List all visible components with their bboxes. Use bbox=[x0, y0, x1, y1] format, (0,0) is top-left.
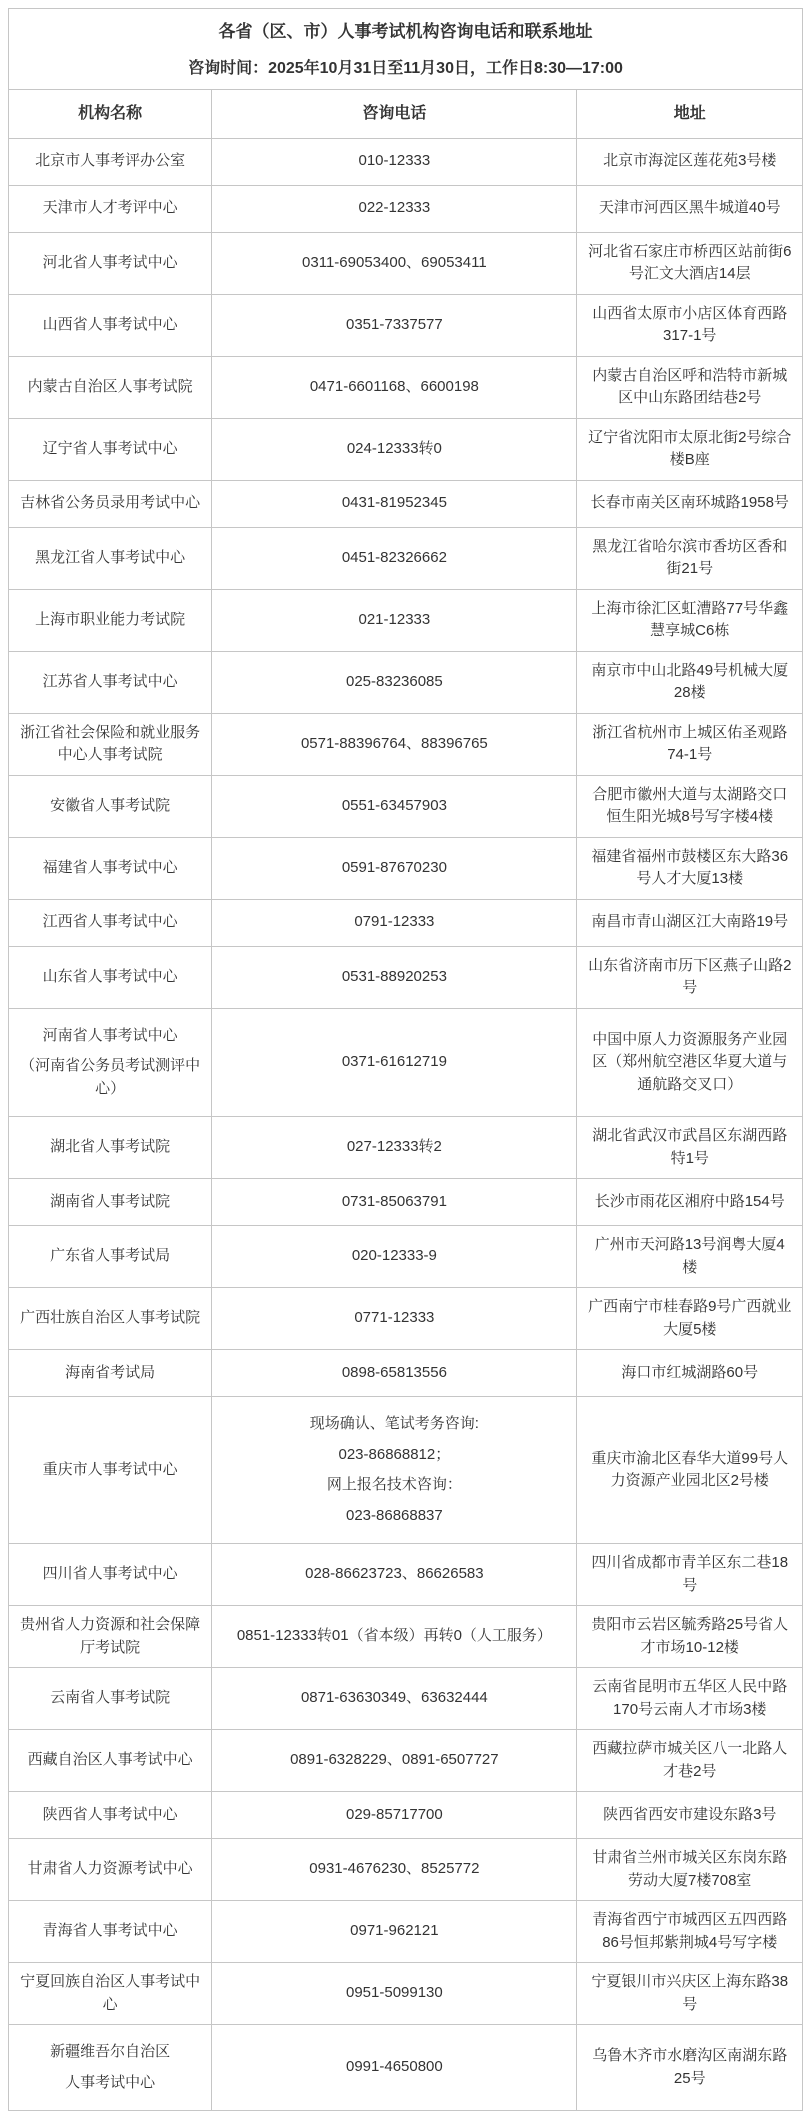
page-subtitle: 咨询时间：2025年10月31日至11月30日，工作日8:30—17:00 bbox=[188, 59, 623, 77]
institution-name-cell bbox=[9, 589, 212, 651]
page-title: 各省（区、市）人事考试机构咨询电话和联系地址 bbox=[218, 22, 593, 41]
column-header-institution: 机构名称 bbox=[9, 89, 212, 138]
institution-name-line: 上海市职业能力考试院 bbox=[35, 610, 186, 628]
institution-name-line: 辽宁省人事考试中心 bbox=[42, 439, 178, 457]
institution-name-line: 陕西省人事考试中心 bbox=[42, 1805, 178, 1823]
institution-name-cell bbox=[9, 1226, 212, 1288]
column-header-address: 地址 bbox=[577, 89, 803, 138]
phone-cell bbox=[212, 775, 577, 837]
phone-line: 网上报名技术咨询： bbox=[326, 1476, 462, 1493]
institution-name-cell bbox=[9, 946, 212, 1008]
phone-cell bbox=[212, 1288, 577, 1350]
phone-line: 0471-6601168、6600198 bbox=[309, 377, 479, 395]
phone-cell bbox=[212, 480, 577, 527]
table-row bbox=[9, 138, 803, 185]
institution-name-line: 海南省考试局 bbox=[65, 1363, 156, 1381]
address-cell: 乌鲁木齐市水磨沟区南湖东路25号 bbox=[577, 2025, 803, 2111]
phone-cell bbox=[212, 1901, 577, 1963]
address-cell: 福建省福州市鼓楼区东大路36号人才大厦13楼 bbox=[577, 837, 803, 899]
phone-line: 0871-63630349、63632444 bbox=[300, 1689, 488, 1707]
table-row bbox=[9, 589, 803, 651]
institution-name-line: 山西省人事考试中心 bbox=[42, 315, 178, 333]
table-row bbox=[9, 527, 803, 589]
phone-cell bbox=[212, 651, 577, 713]
institution-name-line: 安徽省人事考试院 bbox=[50, 796, 171, 814]
institution-name-line: 甘肃省人力资源考试中心 bbox=[27, 1860, 193, 1878]
address-cell: 四川省成都市青羊区东二巷18号 bbox=[577, 1544, 803, 1606]
institution-name-line: 河南省人事考试中心 bbox=[42, 1026, 178, 1044]
phone-line: 0431-81952345 bbox=[341, 494, 447, 512]
phone-cell bbox=[212, 1117, 577, 1179]
phone-line: 0351-7337577 bbox=[345, 315, 443, 333]
address-cell: 宁夏银川市兴庆区上海东路38号 bbox=[577, 1963, 803, 2025]
phone-cell bbox=[212, 527, 577, 589]
institution-name-cell bbox=[9, 480, 212, 527]
address-cell: 海口市红城湖路60号 bbox=[577, 1350, 803, 1397]
phone-line: 023-86868837 bbox=[345, 1506, 443, 1524]
institution-name-line: 贵州省人力资源和社会保障厅考试院 bbox=[20, 1616, 201, 1656]
institution-name-cell bbox=[9, 1730, 212, 1792]
phone-cell bbox=[212, 356, 577, 418]
table-row bbox=[9, 1397, 803, 1544]
table-row bbox=[9, 1792, 803, 1839]
address-cell: 合肥市徽州大道与太湖路交口恒生阳光城8号写字楼4楼 bbox=[577, 775, 803, 837]
institution-name-cell bbox=[9, 1008, 212, 1117]
phone-cell bbox=[212, 899, 577, 946]
phone-line: 0991-4650800 bbox=[345, 2058, 443, 2076]
address-cell: 浙江省杭州市上城区佑圣观路74-1号 bbox=[577, 713, 803, 775]
institution-name-cell bbox=[9, 418, 212, 480]
table-row bbox=[9, 1839, 803, 1901]
institution-name-cell bbox=[9, 775, 212, 837]
phone-cell bbox=[212, 946, 577, 1008]
institution-name-cell bbox=[9, 1544, 212, 1606]
phone-line: 0311-69053400、69053411 bbox=[302, 253, 487, 271]
institution-name-line: （河南省公务员考试测评中心） bbox=[20, 1057, 201, 1097]
institution-name-cell bbox=[9, 1179, 212, 1226]
contact-table bbox=[8, 8, 803, 2111]
institution-name-cell bbox=[9, 837, 212, 899]
phone-line: 021-12333 bbox=[358, 610, 431, 628]
phone-line: 0451-82326662 bbox=[341, 548, 447, 566]
address-cell: 上海市徐汇区虹漕路77号华鑫慧享城C6栋 bbox=[577, 589, 803, 651]
phone-cell bbox=[212, 1839, 577, 1901]
table-row bbox=[9, 1606, 803, 1668]
phone-cell bbox=[212, 589, 577, 651]
title-cell bbox=[9, 9, 803, 90]
institution-name-line: 北京市人事考评办公室 bbox=[35, 152, 186, 170]
institution-name-line: 重庆市人事考试中心 bbox=[42, 1460, 178, 1478]
institution-name-cell bbox=[9, 713, 212, 775]
table-row bbox=[9, 1544, 803, 1606]
institution-name-cell bbox=[9, 1963, 212, 2025]
table-row bbox=[9, 1963, 803, 2025]
table-row bbox=[9, 2025, 803, 2111]
institution-name-line: 青海省人事考试中心 bbox=[42, 1922, 178, 1940]
phone-line: 028-86623723、86626583 bbox=[305, 1565, 484, 1583]
phone-line: 022-12333 bbox=[358, 199, 431, 217]
institution-name-cell bbox=[9, 1606, 212, 1668]
institution-name-line: 内蒙古自治区人事考试院 bbox=[27, 377, 193, 395]
institution-name-cell bbox=[9, 1288, 212, 1350]
phone-line: 010-12333 bbox=[358, 152, 431, 170]
address-cell: 内蒙古自治区呼和浩特市新城区中山东路团结巷2号 bbox=[577, 356, 803, 418]
address-cell: 西藏拉萨市城关区八一北路人才巷2号 bbox=[577, 1730, 803, 1792]
institution-name-line: 浙江省社会保险和就业服务中心人事考试院 bbox=[20, 723, 201, 763]
phone-cell bbox=[212, 418, 577, 480]
table-row bbox=[9, 232, 803, 294]
phone-line: 024-12333转0 bbox=[346, 439, 442, 457]
table-row bbox=[9, 185, 803, 232]
phone-cell bbox=[212, 1350, 577, 1397]
phone-line: 0931-4676230、8525772 bbox=[309, 1860, 480, 1878]
phone-cell bbox=[212, 1226, 577, 1288]
address-cell: 贵阳市云岩区毓秀路25号省人才市场10-12楼 bbox=[577, 1606, 803, 1668]
phone-cell bbox=[212, 232, 577, 294]
table-row bbox=[9, 1008, 803, 1117]
table-row bbox=[9, 651, 803, 713]
address-cell: 重庆市渝北区春华大道99号人力资源产业园北区2号楼 bbox=[577, 1397, 803, 1544]
phone-cell bbox=[212, 138, 577, 185]
phone-line: 现场确认、笔试考务咨询: bbox=[309, 1415, 479, 1432]
table-row bbox=[9, 1730, 803, 1792]
phone-line: 020-12333-9 bbox=[351, 1247, 437, 1265]
table-row bbox=[9, 418, 803, 480]
phone-line: 0971-962121 bbox=[350, 1922, 439, 1940]
phone-cell bbox=[212, 2025, 577, 2111]
phone-line: 0891-6328229、0891-6507727 bbox=[290, 1751, 499, 1769]
address-cell: 辽宁省沈阳市太原北街2号综合楼B座 bbox=[577, 418, 803, 480]
phone-line: 0371-61612719 bbox=[341, 1053, 447, 1070]
column-header-phone: 咨询电话 bbox=[212, 89, 577, 138]
phone-line: 0551-63457903 bbox=[341, 796, 447, 814]
institution-name-cell bbox=[9, 232, 212, 294]
institution-name-line: 吉林省公务员录用考试中心 bbox=[20, 494, 201, 512]
table-row bbox=[9, 899, 803, 946]
table-row bbox=[9, 1901, 803, 1963]
institution-name-line: 广西壮族自治区人事考试院 bbox=[20, 1309, 201, 1327]
address-cell: 山东省济南市历下区燕子山路2号 bbox=[577, 946, 803, 1008]
table-header-row bbox=[9, 89, 803, 138]
institution-name-line: 天津市人才考评中心 bbox=[42, 199, 178, 217]
address-cell: 甘肃省兰州市城关区东岗东路劳动大厦7楼708室 bbox=[577, 1839, 803, 1901]
phone-cell bbox=[212, 1544, 577, 1606]
institution-name-cell bbox=[9, 899, 212, 946]
phone-line: 023-86868812； bbox=[338, 1445, 451, 1463]
institution-name-line: 人事考试中心 bbox=[65, 2073, 156, 2091]
phone-line: 0771-12333 bbox=[354, 1309, 435, 1327]
phone-line: 0591-87670230 bbox=[341, 858, 447, 876]
address-cell: 云南省昆明市五华区人民中路170号云南人才市场3楼 bbox=[577, 1668, 803, 1730]
table-row bbox=[9, 837, 803, 899]
phone-line: 0951-5099130 bbox=[345, 1984, 443, 2002]
table-row bbox=[9, 480, 803, 527]
institution-name-line: 黑龙江省人事考试中心 bbox=[35, 548, 186, 566]
institution-name-line: 新疆维吾尔自治区 bbox=[50, 2043, 171, 2060]
phone-cell bbox=[212, 837, 577, 899]
address-cell: 黑龙江省哈尔滨市香坊区香和街21号 bbox=[577, 527, 803, 589]
table-row bbox=[9, 1179, 803, 1226]
phone-cell bbox=[212, 1792, 577, 1839]
institution-name-cell bbox=[9, 356, 212, 418]
phone-line: 0531-88920253 bbox=[341, 967, 447, 985]
title-row bbox=[9, 9, 803, 90]
institution-name-line: 福建省人事考试中心 bbox=[42, 858, 178, 876]
phone-cell bbox=[212, 294, 577, 356]
table-row bbox=[9, 1117, 803, 1179]
table-row bbox=[9, 1288, 803, 1350]
table-row bbox=[9, 294, 803, 356]
institution-name-cell bbox=[9, 1792, 212, 1839]
phone-cell bbox=[212, 185, 577, 232]
address-cell: 广州市天河路13号润粤大厦4楼 bbox=[577, 1226, 803, 1288]
phone-cell bbox=[212, 1730, 577, 1792]
address-cell: 山西省太原市小店区体育西路317-1号 bbox=[577, 294, 803, 356]
phone-cell bbox=[212, 1668, 577, 1730]
address-cell: 长沙市雨花区湘府中路154号 bbox=[577, 1179, 803, 1226]
institution-name-line: 湖南省人事考试院 bbox=[50, 1192, 171, 1210]
institution-name-line: 云南省人事考试院 bbox=[50, 1689, 171, 1707]
institution-name-cell bbox=[9, 294, 212, 356]
institution-name-line: 山东省人事考试中心 bbox=[42, 967, 178, 985]
phone-line: 0851-12333转01（省本级）再转0（人工服务） bbox=[236, 1627, 552, 1645]
phone-line: 0571-88396764、88396765 bbox=[300, 734, 488, 752]
institution-name-line: 湖北省人事考试院 bbox=[50, 1138, 171, 1156]
table-row bbox=[9, 356, 803, 418]
address-cell: 河北省石家庄市桥西区站前街6号汇文大酒店14层 bbox=[577, 232, 803, 294]
phone-line: 0791-12333 bbox=[354, 913, 435, 931]
table-row bbox=[9, 1668, 803, 1730]
address-cell: 青海省西宁市城西区五四西路86号恒邦紫荆城4号写字楼 bbox=[577, 1901, 803, 1963]
phone-cell bbox=[212, 1397, 577, 1544]
institution-name-line: 江西省人事考试中心 bbox=[42, 913, 178, 931]
address-cell: 天津市河西区黑牛城道40号 bbox=[577, 185, 803, 232]
institution-name-line: 四川省人事考试中心 bbox=[42, 1565, 178, 1583]
institution-name-line: 河北省人事考试中心 bbox=[42, 253, 178, 271]
address-cell: 南京市中山北路49号机械大厦28楼 bbox=[577, 651, 803, 713]
institution-name-line: 广东省人事考试局 bbox=[50, 1247, 171, 1265]
phone-line: 029-85717700 bbox=[345, 1805, 443, 1823]
phone-line: 0731-85063791 bbox=[341, 1192, 447, 1210]
address-cell: 中国中原人力资源服务产业园区（郑州航空港区华夏大道与通航路交叉口） bbox=[577, 1008, 803, 1117]
institution-name-line: 江苏省人事考试中心 bbox=[42, 672, 178, 690]
institution-name-line: 宁夏回族自治区人事考试中心 bbox=[20, 1973, 201, 2013]
institution-name-line: 西藏自治区人事考试中心 bbox=[27, 1751, 193, 1769]
institution-name-cell bbox=[9, 1901, 212, 1963]
institution-name-cell bbox=[9, 1839, 212, 1901]
institution-name-cell bbox=[9, 1397, 212, 1544]
phone-cell bbox=[212, 713, 577, 775]
table-row bbox=[9, 713, 803, 775]
institution-name-cell bbox=[9, 1668, 212, 1730]
phone-cell bbox=[212, 1008, 577, 1117]
table-row bbox=[9, 1350, 803, 1397]
institution-name-cell bbox=[9, 527, 212, 589]
institution-name-cell bbox=[9, 1117, 212, 1179]
address-cell: 南昌市青山湖区江大南路19号 bbox=[577, 899, 803, 946]
address-cell: 广西南宁市桂春路9号广西就业大厦5楼 bbox=[577, 1288, 803, 1350]
institution-name-cell bbox=[9, 2025, 212, 2111]
phone-line: 0898-65813556 bbox=[341, 1363, 447, 1381]
institution-name-cell bbox=[9, 138, 212, 185]
table-row bbox=[9, 1226, 803, 1288]
institution-name-cell bbox=[9, 651, 212, 713]
phone-line: 027-12333转2 bbox=[346, 1138, 442, 1156]
institution-name-cell bbox=[9, 1350, 212, 1397]
phone-line: 025-83236085 bbox=[345, 672, 443, 690]
table-row bbox=[9, 775, 803, 837]
phone-cell bbox=[212, 1179, 577, 1226]
address-cell: 北京市海淀区莲花苑3号楼 bbox=[577, 138, 803, 185]
address-cell: 湖北省武汉市武昌区东湖西路特1号 bbox=[577, 1117, 803, 1179]
institution-name-cell bbox=[9, 185, 212, 232]
address-cell: 长春市南关区南环城路1958号 bbox=[577, 480, 803, 527]
address-cell: 陕西省西安市建设东路3号 bbox=[577, 1792, 803, 1839]
table-row bbox=[9, 946, 803, 1008]
phone-cell bbox=[212, 1963, 577, 2025]
phone-cell bbox=[212, 1606, 577, 1668]
